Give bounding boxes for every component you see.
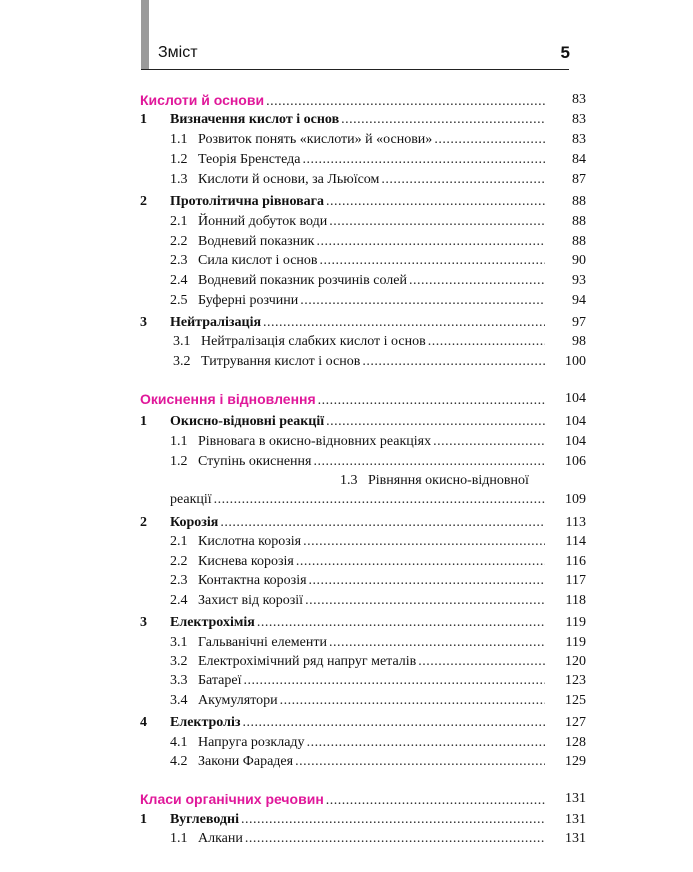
toc-page-number: 104 (565, 414, 586, 429)
dot-leader (263, 313, 545, 333)
toc-page-number: 131 (565, 812, 586, 827)
toc-section (0, 452, 693, 472)
toc-section (0, 432, 693, 452)
section-number: 2.1 (170, 214, 188, 229)
toc-entry-title: Класи органічних речовин (140, 791, 324, 807)
toc-page-number: 117 (565, 573, 586, 588)
toc-entry-title: 1.1 Розвиток понять «кислоти» й «основи» (170, 130, 434, 150)
toc-plain (170, 471, 693, 491)
toc-entry-title: 3.3 Батареї (170, 671, 244, 691)
toc-section (0, 633, 693, 653)
toc-entry-title: 4.2 Закони Фарадея (170, 752, 295, 772)
toc-chapter (0, 713, 693, 733)
toc-entry-title: 2.2 Водневий показник (170, 232, 316, 252)
toc-page-number: 106 (565, 454, 586, 469)
toc-chapter (0, 810, 693, 830)
chapter-number: 3 (140, 615, 147, 630)
toc-entry-title: 3.4 Акумулятори (170, 691, 280, 711)
toc-section (0, 271, 693, 291)
toc-cont (0, 490, 693, 510)
toc-entry-title: 2.4 Захист від корозії (170, 591, 305, 611)
dot-leader (305, 591, 545, 611)
dot-leader (320, 251, 545, 271)
toc-entry-title: Протолітична рівновага (170, 194, 325, 209)
toc-section (0, 829, 693, 849)
toc-page-number: 104 (565, 391, 586, 406)
chapter-number: 1 (140, 414, 147, 429)
section-number: 1.1 (170, 831, 188, 846)
toc-page-number: 128 (565, 735, 586, 750)
toc-section (0, 352, 693, 372)
dot-leader (428, 332, 545, 352)
toc-page-number: 88 (572, 214, 586, 229)
toc-entry-title: 3.2 Титрування кислот і основ (173, 352, 362, 372)
dot-leader (326, 192, 545, 212)
toc-section (0, 170, 693, 190)
section-number: 1.2 (170, 454, 188, 469)
toc-page-number: 84 (572, 152, 586, 167)
toc-page-number: 113 (565, 515, 586, 530)
toc-entry-title: 1.1 Рівновага в окисно-відновних реакціях (170, 432, 433, 452)
toc-page-number: 119 (565, 615, 586, 630)
toc-section (0, 752, 693, 772)
dot-leader (300, 291, 545, 311)
dot-leader (241, 810, 545, 830)
toc-entry-title: Окисно-відновні реакції (170, 414, 325, 429)
toc-page-number: 131 (565, 791, 586, 806)
section-number: 1.3 (170, 172, 188, 187)
chapter-number: 2 (140, 194, 147, 209)
dot-leader (245, 829, 545, 849)
toc-part (0, 90, 693, 110)
section-number: 3.3 (170, 673, 188, 688)
dot-leader (381, 170, 545, 190)
toc-page-number: 88 (572, 194, 586, 209)
dot-leader (303, 532, 545, 552)
toc-page-number: 104 (565, 434, 586, 449)
section-number: 2.2 (170, 234, 188, 249)
section-number: 2.4 (170, 593, 188, 608)
toc-chapter (0, 110, 693, 130)
toc-part (0, 789, 693, 809)
toc-page-number: 83 (572, 112, 586, 127)
toc-page-number: 93 (572, 273, 586, 288)
dot-leader (266, 92, 545, 112)
dot-leader (329, 212, 545, 232)
toc-chapter (0, 192, 693, 212)
section-number: 2.1 (170, 534, 188, 549)
dot-leader (434, 130, 545, 150)
toc-entry-title: 2.3 Контактна корозія (170, 571, 309, 591)
toc-section (0, 671, 693, 691)
toc-page-number: 116 (565, 554, 586, 569)
section-number: 3.2 (173, 354, 191, 369)
dot-leader (318, 391, 545, 411)
toc-entry-title: 1.3 Кислоти й основи, за Льюїсом (170, 170, 381, 190)
toc-entry-title: Електрохімія (170, 615, 255, 630)
section-number: 1.1 (170, 434, 188, 449)
dot-leader (362, 352, 545, 372)
toc-page-number: 129 (565, 754, 586, 769)
toc-entry-title: 3.2 Електрохімічний ряд напруг металів (170, 652, 418, 672)
section-number: 2.3 (170, 573, 188, 588)
header-page-number: 5 (560, 43, 570, 62)
toc-section (0, 652, 693, 672)
toc-entry-title: 2.1 Йонний добуток води (170, 212, 329, 232)
toc-entry-title: Кислоти й основи (140, 92, 265, 108)
section-number: 4.2 (170, 754, 188, 769)
toc-section (0, 150, 693, 170)
toc-entry-title: 3.1 Гальванічні елементи (170, 633, 329, 653)
toc-part (0, 389, 693, 409)
toc-entry-title: Корозія (170, 515, 219, 530)
toc-entry-title: 1.2 Теорія Бренстеда (170, 150, 303, 170)
toc-entry-title: 2.4 Водневий показник розчинів солей (170, 271, 409, 291)
dot-leader (296, 552, 545, 572)
toc-page-number: 131 (565, 831, 586, 846)
toc-section (0, 291, 693, 311)
toc-chapter (0, 613, 693, 633)
dot-leader (418, 652, 545, 672)
dot-leader (244, 671, 546, 691)
section-number: 3.1 (173, 334, 191, 349)
toc-page-number: 90 (572, 253, 586, 268)
dot-leader (280, 691, 545, 711)
section-number: 1.2 (170, 152, 188, 167)
toc-entry-title: 3.1 Нейтралізація слабких кислот і основ (173, 332, 428, 352)
section-number: 2.2 (170, 554, 188, 569)
toc-chapter (0, 313, 693, 333)
toc-entry-title: 4.1 Напруга розкладу (170, 733, 307, 753)
section-number: 1.3 (340, 473, 358, 488)
toc-entry-title: Вуглеводні (170, 812, 239, 827)
toc-section (0, 591, 693, 611)
toc-page-number: 88 (572, 234, 586, 249)
toc-entry-title: Окиснення і відновлення (140, 391, 316, 407)
dot-leader (257, 613, 545, 633)
chapter-number: 2 (140, 515, 147, 530)
toc-entry-title: 1.3 Рівняння окисно-відновної (340, 471, 529, 491)
section-number: 2.3 (170, 253, 188, 268)
section-number: 2.4 (170, 273, 188, 288)
toc-entry-title: Нейтралізація (170, 315, 262, 330)
toc-entry-title: 2.3 Сила кислот і основ (170, 251, 320, 271)
section-number: 3.4 (170, 693, 188, 708)
toc-section (0, 552, 693, 572)
chapter-number: 3 (140, 315, 147, 330)
dot-leader (316, 232, 545, 252)
toc-section (0, 212, 693, 232)
toc-entry-title: 2.1 Кислотна корозія (170, 532, 303, 552)
toc-section (0, 332, 693, 352)
dot-leader (326, 791, 545, 811)
toc-entry-title: Електроліз (170, 715, 241, 730)
toc-section (0, 691, 693, 711)
chapter-number: 4 (140, 715, 147, 730)
toc-page-number: 98 (572, 334, 586, 349)
dot-leader (295, 752, 545, 772)
chapter-number: 1 (140, 812, 147, 827)
toc-page-number: 120 (565, 654, 586, 669)
toc-page-number: 114 (565, 534, 586, 549)
toc-section (0, 130, 693, 150)
header-title: Зміст (158, 44, 198, 61)
dot-leader (433, 432, 545, 452)
dot-leader (313, 452, 545, 472)
toc-page-number: 100 (565, 354, 586, 369)
toc-section (0, 532, 693, 552)
section-number: 3.1 (170, 635, 188, 650)
toc-page-number: 97 (572, 315, 586, 330)
toc-section (0, 571, 693, 591)
toc-section (0, 733, 693, 753)
toc-page-number: 125 (565, 693, 586, 708)
toc-page-number: 123 (565, 673, 586, 688)
toc-page-number: 83 (572, 92, 586, 107)
section-number: 2.5 (170, 293, 188, 308)
toc-section (0, 251, 693, 271)
toc-page-number: 83 (572, 132, 586, 147)
dot-leader (243, 713, 546, 733)
dot-leader (326, 412, 545, 432)
toc-entry-title: 1.1 Алкани (170, 829, 245, 849)
dot-leader (214, 490, 545, 510)
toc-page-number: 118 (565, 593, 586, 608)
toc-page-number: 94 (572, 293, 586, 308)
dot-leader (329, 633, 545, 653)
toc-entry-title: 1.2 Ступінь окиснення (170, 452, 313, 472)
toc-page-number: 119 (565, 635, 586, 650)
toc-chapter (0, 513, 693, 533)
section-number: 3.2 (170, 654, 188, 669)
toc-entry-title: Визначення кислот і основ (170, 112, 340, 127)
toc-section (0, 232, 693, 252)
chapter-number: 1 (140, 112, 147, 127)
toc-entry-title: 2.5 Буферні розчини (170, 291, 300, 311)
section-number: 4.1 (170, 735, 188, 750)
toc-page-number: 87 (572, 172, 586, 187)
dot-leader (220, 513, 545, 533)
toc-page-number: 127 (565, 715, 586, 730)
dot-leader (341, 110, 545, 130)
dot-leader (409, 271, 545, 291)
dot-leader (309, 571, 545, 591)
section-number: 1.1 (170, 132, 188, 147)
dot-leader (303, 150, 545, 170)
toc-page-number: 109 (565, 492, 586, 507)
toc-entry-title: реакції (170, 492, 212, 507)
toc-chapter (0, 412, 693, 432)
dot-leader (307, 733, 545, 753)
toc-entry-title: 2.2 Киснева корозія (170, 552, 296, 572)
